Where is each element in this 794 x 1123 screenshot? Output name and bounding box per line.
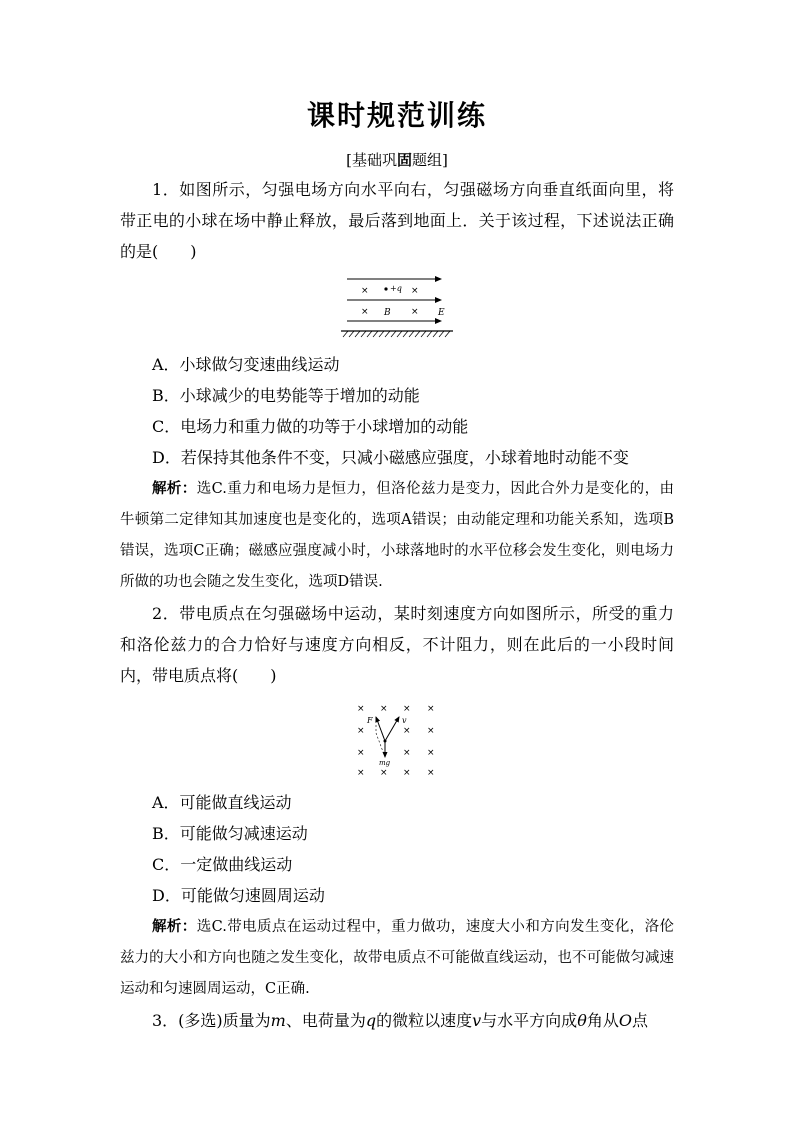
cross-mark: × bbox=[403, 704, 411, 714]
b-field-label: B bbox=[384, 308, 391, 318]
question-2-explanation bbox=[120, 911, 674, 1005]
cross-mark: × bbox=[357, 748, 365, 758]
worksheet-page bbox=[120, 0, 674, 1036]
question-1-explanation bbox=[120, 473, 674, 598]
question-1-option-c: C．电场力和重力做的功等于小球增加的动能 bbox=[152, 417, 469, 436]
cross-mark: × bbox=[427, 726, 435, 736]
question-2-option-a: A．可能做直线运动 bbox=[152, 793, 292, 812]
stem-text: 3．(多选)质量为 bbox=[152, 1011, 271, 1030]
cross-mark: × bbox=[357, 726, 365, 736]
question-2-option-d: D．可能做匀速圆周运动 bbox=[152, 886, 325, 905]
cross-mark: × bbox=[403, 748, 411, 758]
velocity-label: v bbox=[402, 716, 407, 725]
cross-mark: × bbox=[361, 307, 369, 317]
stem-text: 与水平方向成 bbox=[481, 1011, 578, 1030]
charged-ball bbox=[384, 287, 387, 290]
group-heading bbox=[120, 150, 674, 170]
explanation-lead: 解析： bbox=[152, 480, 197, 497]
group-heading-after: 题组] bbox=[412, 151, 448, 169]
velocity-arrow bbox=[385, 717, 399, 741]
cross-mark: × bbox=[427, 748, 435, 758]
stem-text: 的微粒以速度 bbox=[376, 1011, 473, 1030]
explanation-text: 选C.重力和电场力是恒力，但洛伦兹力是变力，因此合外力是变化的，由牛顿第二定律知其加速度也是变化的，选项A错误；由动能定理和功能关系知，选项B错误，选项C正确；磁感应强度减小时，小球落地时的水平位移会发生变化，则电场力所做的功也会随之发生变化，选项D错误. bbox=[120, 481, 674, 590]
question-1-option-b: B．小球减少的电势能等于增加的动能 bbox=[152, 386, 420, 405]
cross-mark: × bbox=[357, 768, 365, 778]
question-1-option-a: A．小球做匀变速曲线运动 bbox=[152, 355, 340, 374]
cross-mark: × bbox=[380, 768, 388, 778]
question-2-stem: 2．带电质点在匀强磁场中运动，某时刻速度方向如图所示，所受的重力和洛伦兹力的合力恰好与速度方向相反，不计阻力，则在此后的一小段时间内，带电质点将( ) bbox=[120, 604, 674, 685]
question-1-figure bbox=[337, 271, 457, 343]
group-heading-before: [基础巩 bbox=[346, 151, 397, 169]
cross-mark: × bbox=[361, 286, 369, 296]
cross-mark: × bbox=[427, 704, 435, 714]
question-2-option-c: C．一定做曲线运动 bbox=[152, 855, 293, 874]
charge-label: +q bbox=[390, 284, 402, 293]
cross-mark: × bbox=[427, 768, 435, 778]
question-2-option-b: B．可能做匀减速运动 bbox=[152, 824, 308, 843]
cross-mark: × bbox=[403, 726, 411, 736]
gravity-label: mg bbox=[379, 759, 391, 767]
question-1-stem: 1．如图所示，匀强电场方向水平向右，匀强磁场方向垂直纸面向里，将带正电的小球在场中静止释放，最后落到地面上．关于该过程，下述说法正确的是( ) bbox=[120, 180, 674, 261]
group-heading-bold: 固 bbox=[396, 151, 412, 169]
stem-text: 角从 bbox=[586, 1011, 619, 1030]
cross-mark: × bbox=[411, 286, 419, 296]
variable-m: m bbox=[270, 1011, 286, 1030]
question-2-figure bbox=[347, 701, 447, 779]
explanation-text: 选C.带电质点在运动过程中，重力做功，速度大小和方向发生变化，洛伦兹力的大小和方向也随之发生变化，故带电质点不可能做直线运动，也不可能做匀减速运动和匀速圆周运动，C正确. bbox=[120, 919, 674, 997]
variable-v: v bbox=[472, 1011, 482, 1030]
variable-o: O bbox=[618, 1011, 632, 1030]
question-3-stem bbox=[120, 1005, 674, 1036]
ground-hatching bbox=[343, 331, 450, 337]
page-title: 课时规范训练 bbox=[306, 99, 487, 132]
variable-q: q bbox=[365, 1011, 377, 1030]
charged-particle bbox=[384, 740, 387, 743]
stem-text: 点 bbox=[631, 1011, 648, 1030]
variable-theta: θ bbox=[577, 1011, 587, 1030]
question-1-option-d: D．若保持其他条件不变，只减小磁感应强度，小球着地时动能不变 bbox=[152, 448, 629, 467]
force-label: F bbox=[367, 716, 373, 725]
cross-mark: × bbox=[403, 768, 411, 778]
cross-mark: × bbox=[411, 307, 419, 317]
cross-mark: × bbox=[357, 704, 365, 714]
e-field-label: E bbox=[438, 308, 445, 318]
stem-text: 、电荷量为 bbox=[285, 1011, 366, 1030]
explanation-lead: 解析： bbox=[152, 918, 197, 935]
cross-mark: × bbox=[380, 704, 388, 714]
